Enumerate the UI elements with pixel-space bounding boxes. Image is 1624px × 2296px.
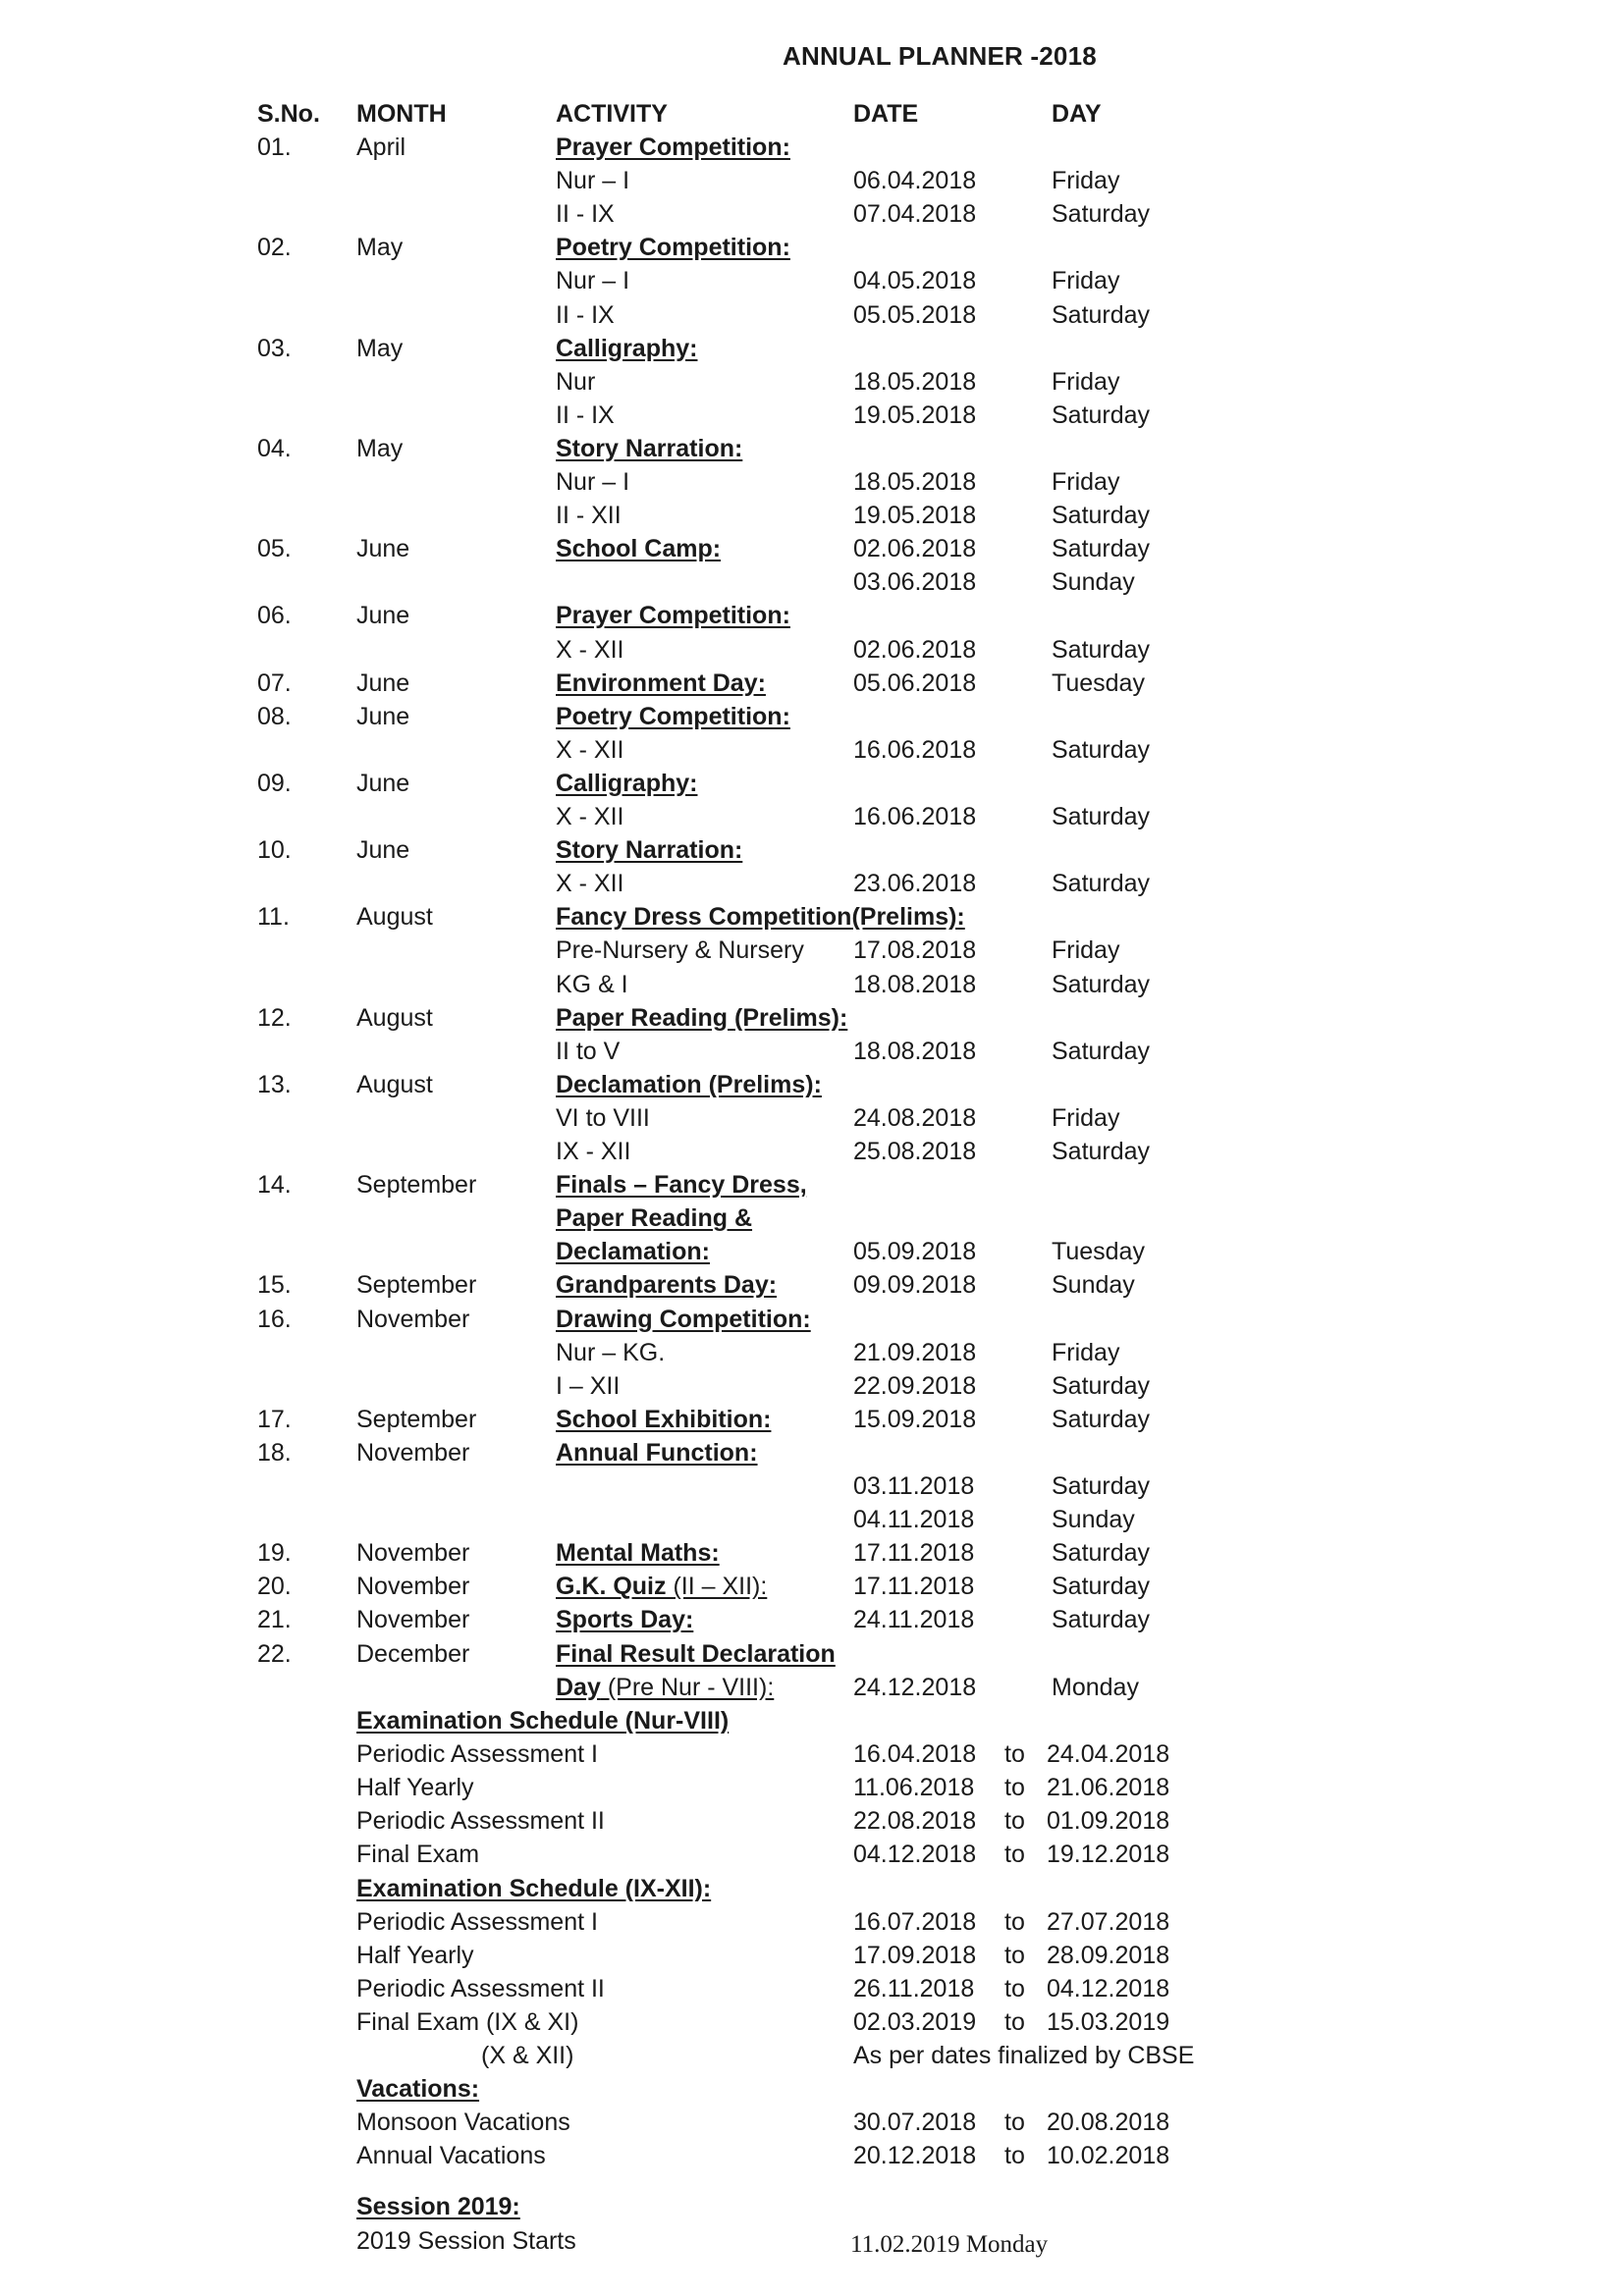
schedule-row <box>0 2106 1624 2139</box>
row-date: 25.08.2018 <box>853 1138 977 1165</box>
row-day: Saturday <box>1052 1472 1151 1500</box>
table-row <box>0 365 1624 399</box>
row-activity: Nur <box>556 367 596 396</box>
table-row <box>0 131 1624 164</box>
row-activity: Nur – I <box>556 267 630 295</box>
row-activity: Pre-Nursery & Nursery <box>556 936 804 965</box>
row-sno: 13. <box>257 1070 292 1098</box>
row-day: Friday <box>1052 367 1120 396</box>
row-activity: II to V <box>556 1037 621 1065</box>
schedule-row <box>0 1905 1624 1939</box>
row-month: August <box>356 903 433 932</box>
schedule-row <box>0 1737 1624 1771</box>
schedule-to-word: to <box>1004 1774 1025 1802</box>
table-row <box>0 1101 1624 1135</box>
session-label: 2019 Session Starts <box>356 2226 576 2255</box>
row-date: 05.05.2018 <box>853 300 977 329</box>
section-heading: Examination Schedule (Nur-VIII) <box>356 1707 730 1735</box>
table-row <box>0 1268 1624 1302</box>
schedule-row <box>0 1804 1624 1838</box>
row-day: Saturday <box>1052 970 1151 998</box>
header-day: DAY <box>1052 100 1102 128</box>
row-activity <box>556 532 721 565</box>
row-day: Saturday <box>1052 1138 1151 1165</box>
table-row <box>0 332 1624 365</box>
row-activity: KG & I <box>556 970 628 998</box>
row-activity <box>556 1637 836 1671</box>
row-activity: Nur – I <box>556 468 630 496</box>
table-row <box>0 532 1624 565</box>
row-month: September <box>356 1171 477 1200</box>
row-activity <box>556 1671 774 1704</box>
activity-heading: Paper Reading (Prelims): <box>556 1003 848 1032</box>
row-date: 04.05.2018 <box>853 267 977 295</box>
row-sno: 01. <box>257 133 292 161</box>
row-day: Saturday <box>1052 1573 1151 1601</box>
row-activity <box>556 332 697 365</box>
row-day: Sunday <box>1052 1271 1135 1300</box>
table-row <box>0 968 1624 1001</box>
table-row <box>0 1201 1624 1235</box>
row-sno: 15. <box>257 1271 292 1300</box>
row-sno: 08. <box>257 702 292 730</box>
table-row <box>0 465 1624 499</box>
table-row <box>0 1235 1624 1268</box>
schedule-from-date: 04.12.2018 <box>853 1841 977 1869</box>
table-row <box>0 1403 1624 1436</box>
table-row <box>0 733 1624 767</box>
row-month: September <box>356 1405 477 1433</box>
row-activity <box>556 432 742 465</box>
row-day: Monday <box>1052 1673 1139 1701</box>
activity-heading: Mental Maths: <box>556 1539 720 1568</box>
schedule-row <box>0 2139 1624 2172</box>
row-sno: 12. <box>257 1003 292 1032</box>
row-sno: 02. <box>257 234 292 262</box>
schedule-from-date: 22.08.2018 <box>853 1807 977 1836</box>
row-date: 05.09.2018 <box>853 1238 977 1266</box>
table-row <box>0 1503 1624 1536</box>
table-row <box>0 1671 1624 1704</box>
row-sno: 22. <box>257 1639 292 1668</box>
row-activity <box>556 1403 771 1436</box>
row-sno: 16. <box>257 1305 292 1333</box>
row-sno: 09. <box>257 769 292 797</box>
row-activity <box>556 1001 847 1035</box>
table-row <box>0 1570 1624 1603</box>
row-activity <box>556 1536 720 1570</box>
row-date: 05.06.2018 <box>853 668 977 697</box>
activity-heading: G.K. Quiz <box>556 1573 667 1601</box>
row-month: August <box>356 1070 433 1098</box>
schedule-end-date: 24.04.2018 <box>1047 1740 1170 1769</box>
schedule-label: Annual Vacations <box>356 2142 546 2170</box>
row-activity: X - XII <box>556 735 624 764</box>
table-row <box>0 298 1624 332</box>
row-month: June <box>356 668 410 697</box>
schedule-to-word: to <box>1004 1740 1025 1769</box>
activity-heading: Story Narration: <box>556 836 743 865</box>
activity-heading: Drawing Competition: <box>556 1305 811 1333</box>
row-date: 16.06.2018 <box>853 803 977 830</box>
activity-detail: (II – XII): <box>666 1573 768 1601</box>
schedule-label: Periodic Assessment II <box>356 1974 605 2002</box>
row-activity: II - IX <box>556 300 615 329</box>
activity-heading: Declamation (Prelims): <box>556 1070 822 1098</box>
row-sno: 10. <box>257 836 292 865</box>
table-row <box>0 1135 1624 1168</box>
row-month: May <box>356 434 404 462</box>
row-sno: 21. <box>257 1606 292 1634</box>
vacations-heading <box>0 2072 1624 2106</box>
row-day: Friday <box>1052 1103 1120 1132</box>
header-date: DATE <box>853 100 919 128</box>
schedule-to-word: to <box>1004 1974 1025 2002</box>
row-date: 17.08.2018 <box>853 936 977 965</box>
row-day: Saturday <box>1052 1371 1151 1400</box>
schedule-from-date: 20.12.2018 <box>853 2142 977 2170</box>
schedule-end-date: 19.12.2018 <box>1047 1841 1170 1869</box>
row-activity: VI to VIII <box>556 1103 650 1132</box>
row-month: June <box>356 602 410 630</box>
row-day: Saturday <box>1052 803 1151 830</box>
row-day: Sunday <box>1052 568 1135 597</box>
row-day: Friday <box>1052 936 1120 965</box>
row-month: November <box>356 1305 470 1333</box>
row-date: 16.06.2018 <box>853 735 977 764</box>
schedule-end-date: 01.09.2018 <box>1047 1807 1170 1836</box>
table-row <box>0 900 1624 934</box>
row-activity <box>556 1570 767 1603</box>
row-day: Saturday <box>1052 200 1151 229</box>
schedule-label: (X & XII) <box>481 2042 574 2069</box>
row-sno: 20. <box>257 1573 292 1601</box>
activity-heading: Poetry Competition: <box>556 234 790 262</box>
row-date: 22.09.2018 <box>853 1371 977 1400</box>
row-activity: II - XII <box>556 502 622 530</box>
row-date: 17.11.2018 <box>853 1539 975 1568</box>
schedule-to-word: to <box>1004 1841 1025 1869</box>
row-activity <box>556 599 790 632</box>
row-sno: 18. <box>257 1438 292 1467</box>
section-heading: Vacations: <box>356 2075 480 2104</box>
row-day: Saturday <box>1052 502 1151 530</box>
table-row <box>0 1336 1624 1369</box>
table-row <box>0 667 1624 700</box>
row-day: Friday <box>1052 468 1120 496</box>
table-row <box>0 264 1624 297</box>
schedule-end-date: 15.03.2019 <box>1047 2007 1170 2036</box>
row-date: 07.04.2018 <box>853 200 977 229</box>
schedule-row <box>0 1838 1624 1871</box>
row-month: May <box>356 234 404 262</box>
row-month: April <box>356 133 406 161</box>
activity-heading: Annual Function: <box>556 1438 758 1467</box>
cbse-note: As per dates finalized by CBSE <box>853 2042 1195 2069</box>
row-activity: X - XII <box>556 870 624 898</box>
row-sno: 04. <box>257 434 292 462</box>
table-row <box>0 800 1624 833</box>
exam-schedule-nur-viii-heading <box>0 1704 1624 1737</box>
row-activity: X - XII <box>556 635 624 664</box>
row-date: 03.06.2018 <box>853 568 977 597</box>
table-row <box>0 1035 1624 1068</box>
row-day: Saturday <box>1052 400 1151 429</box>
table-row <box>0 432 1624 465</box>
row-month: June <box>356 836 410 865</box>
row-date: 18.05.2018 <box>853 367 977 396</box>
row-activity <box>556 1235 710 1268</box>
row-activity: II - IX <box>556 400 615 429</box>
row-day: Sunday <box>1052 1506 1135 1534</box>
row-activity <box>556 667 766 700</box>
activity-heading: Paper Reading & <box>556 1204 753 1233</box>
activity-heading: Calligraphy: <box>556 334 698 362</box>
table-row <box>0 767 1624 800</box>
row-activity <box>556 1068 822 1101</box>
table-row <box>0 833 1624 867</box>
schedule-end-date: 10.02.2018 <box>1047 2142 1170 2170</box>
row-date: 15.09.2018 <box>853 1405 977 1433</box>
row-sno: 07. <box>257 668 292 697</box>
row-activity <box>556 833 742 867</box>
row-day: Friday <box>1052 167 1120 195</box>
row-date: 18.08.2018 <box>853 1037 977 1065</box>
row-date: 17.11.2018 <box>853 1573 975 1601</box>
row-sno: 11. <box>257 903 290 932</box>
schedule-end-date: 04.12.2018 <box>1047 1974 1170 2002</box>
table-row <box>0 934 1624 967</box>
row-day: Saturday <box>1052 1606 1151 1634</box>
table-row <box>0 700 1624 733</box>
schedule-row <box>0 1972 1624 2005</box>
row-date: 04.11.2018 <box>853 1506 975 1534</box>
section-heading: Examination Schedule (IX-XII): <box>356 1874 712 1902</box>
table-row <box>0 1168 1624 1201</box>
row-month: November <box>356 1438 470 1467</box>
row-day: Saturday <box>1052 300 1151 329</box>
row-day: Saturday <box>1052 735 1151 764</box>
header-activity: ACTIVITY <box>556 100 668 128</box>
row-activity <box>556 1436 758 1469</box>
activity-heading: School Exhibition: <box>556 1405 772 1433</box>
session-row <box>0 2224 1624 2258</box>
row-date: 24.11.2018 <box>853 1606 975 1634</box>
row-sno: 05. <box>257 535 292 563</box>
row-day: Friday <box>1052 267 1120 295</box>
row-activity <box>556 700 790 733</box>
session-heading-row <box>0 2190 1624 2223</box>
activity-heading: Day <box>556 1673 601 1701</box>
schedule-row <box>0 2039 1624 2072</box>
session-start-date: 11.02.2019 Monday <box>850 2230 1049 2258</box>
row-date: 21.09.2018 <box>853 1338 977 1366</box>
table-row <box>0 1001 1624 1035</box>
schedule-to-word: to <box>1004 2109 1025 2137</box>
schedule-from-date: 17.09.2018 <box>853 1941 977 1969</box>
row-activity <box>556 1201 752 1235</box>
table-row <box>0 164 1624 197</box>
row-month: December <box>356 1639 470 1668</box>
row-activity: Nur – I <box>556 167 630 195</box>
table-row <box>0 1068 1624 1101</box>
table-row <box>0 1369 1624 1403</box>
table-header <box>0 97 1624 131</box>
activity-heading: Sports Day: <box>556 1606 694 1634</box>
row-activity: II - IX <box>556 200 615 229</box>
schedule-from-date: 16.04.2018 <box>853 1740 977 1769</box>
row-activity <box>556 1603 693 1636</box>
activity-heading: Declamation: <box>556 1238 710 1266</box>
session-heading: Session 2019: <box>356 2193 520 2221</box>
row-activity: I – XII <box>556 1371 621 1400</box>
activity-heading: Prayer Competition: <box>556 602 790 630</box>
schedule-end-date: 20.08.2018 <box>1047 2109 1170 2137</box>
schedule-from-date: 30.07.2018 <box>853 2109 977 2137</box>
schedule-to-word: to <box>1004 1907 1025 1936</box>
table-row <box>0 231 1624 264</box>
row-activity <box>556 231 790 264</box>
row-activity: Nur – KG. <box>556 1338 666 1366</box>
activity-heading: Final Result Declaration <box>556 1639 836 1668</box>
table-row <box>0 197 1624 231</box>
activity-heading: Fancy Dress Competition(Prelims): <box>556 903 965 932</box>
schedule-row <box>0 2005 1624 2039</box>
row-date: 19.05.2018 <box>853 400 977 429</box>
row-day: Saturday <box>1052 1037 1151 1065</box>
row-day: Saturday <box>1052 870 1151 898</box>
activity-heading: Story Narration: <box>556 434 743 462</box>
row-activity <box>556 767 697 800</box>
row-sno: 19. <box>257 1539 292 1568</box>
header-month: MONTH <box>356 100 447 128</box>
table-row <box>0 599 1624 632</box>
schedule-from-date: 11.06.2018 <box>853 1774 975 1802</box>
row-date: 06.04.2018 <box>853 167 977 195</box>
row-date: 18.05.2018 <box>853 468 977 496</box>
schedule-to-word: to <box>1004 2142 1025 2170</box>
row-month: June <box>356 769 410 797</box>
activity-heading: Grandparents Day: <box>556 1271 778 1300</box>
schedule-end-date: 21.06.2018 <box>1047 1774 1170 1802</box>
row-activity: IX - XII <box>556 1138 631 1165</box>
activity-heading: Prayer Competition: <box>556 133 790 161</box>
header-sno: S.No. <box>257 100 320 128</box>
table-row <box>0 1637 1624 1671</box>
activity-heading: Finals – Fancy Dress, <box>556 1171 807 1200</box>
page-title: ANNUAL PLANNER -2018 <box>783 41 1097 71</box>
row-day: Saturday <box>1052 635 1151 664</box>
row-sno: 17. <box>257 1405 292 1433</box>
schedule-label: Periodic Assessment I <box>356 1907 598 1936</box>
row-sno: 06. <box>257 602 292 630</box>
schedule-label: Half Yearly <box>356 1774 474 1802</box>
schedule-end-date: 28.09.2018 <box>1047 1941 1170 1969</box>
row-day: Tuesday <box>1052 668 1145 697</box>
activity-heading: Calligraphy: <box>556 769 698 797</box>
schedule-label: Periodic Assessment I <box>356 1740 598 1769</box>
schedule-from-date: 26.11.2018 <box>853 1974 975 2002</box>
schedule-label: Periodic Assessment II <box>356 1807 605 1836</box>
row-month: June <box>356 702 410 730</box>
schedule-row <box>0 1939 1624 1972</box>
exam-schedule-ix-xii-heading <box>0 1872 1624 1905</box>
row-activity <box>556 131 790 164</box>
row-activity <box>556 1168 807 1201</box>
row-date: 02.06.2018 <box>853 535 977 563</box>
row-month: September <box>356 1271 477 1300</box>
table-row <box>0 1436 1624 1469</box>
row-date: 24.08.2018 <box>853 1103 977 1132</box>
schedule-to-word: to <box>1004 1807 1025 1836</box>
table-row <box>0 1303 1624 1336</box>
schedule-label: Monsoon Vacations <box>356 2109 570 2137</box>
row-month: August <box>356 1003 433 1032</box>
row-sno: 14. <box>257 1171 292 1200</box>
row-date: 19.05.2018 <box>853 502 977 530</box>
table-row <box>0 565 1624 599</box>
schedule-to-word: to <box>1004 1941 1025 1969</box>
table-row <box>0 867 1624 900</box>
row-sno: 03. <box>257 334 292 362</box>
schedule-from-date: 16.07.2018 <box>853 1907 977 1936</box>
schedule-label: Final Exam <box>356 1841 480 1869</box>
row-month: November <box>356 1606 470 1634</box>
activity-heading: Environment Day: <box>556 668 766 697</box>
table-row <box>0 399 1624 432</box>
row-date: 02.06.2018 <box>853 635 977 664</box>
row-day: Saturday <box>1052 1405 1151 1433</box>
activity-detail: (Pre Nur - VIII): <box>600 1673 775 1701</box>
row-activity <box>556 1268 777 1302</box>
table-row <box>0 633 1624 667</box>
activity-heading: Poetry Competition: <box>556 702 790 730</box>
table-row <box>0 1469 1624 1503</box>
schedule-end-date: 27.07.2018 <box>1047 1907 1170 1936</box>
schedule-label: Half Yearly <box>356 1941 474 1969</box>
row-activity <box>556 1303 811 1336</box>
table-row <box>0 499 1624 532</box>
row-day: Saturday <box>1052 1539 1151 1568</box>
row-day: Friday <box>1052 1338 1120 1366</box>
row-activity <box>556 900 965 934</box>
row-month: November <box>356 1573 470 1601</box>
row-date: 18.08.2018 <box>853 970 977 998</box>
schedule-from-date: 02.03.2019 <box>853 2007 977 2036</box>
row-month: May <box>356 334 404 362</box>
row-activity: X - XII <box>556 803 624 830</box>
schedule-to-word: to <box>1004 2007 1025 2036</box>
row-month: June <box>356 535 410 563</box>
row-day: Tuesday <box>1052 1238 1145 1266</box>
row-day: Saturday <box>1052 535 1151 563</box>
row-month: November <box>356 1539 470 1568</box>
row-date: 24.12.2018 <box>853 1673 977 1701</box>
row-date: 09.09.2018 <box>853 1271 977 1300</box>
activity-heading: School Camp: <box>556 535 722 563</box>
schedule-label: Final Exam (IX & XI) <box>356 2007 579 2036</box>
row-date: 03.11.2018 <box>853 1472 975 1500</box>
table-row <box>0 1536 1624 1570</box>
row-date: 23.06.2018 <box>853 870 977 898</box>
schedule-row <box>0 1771 1624 1804</box>
table-row <box>0 1603 1624 1636</box>
